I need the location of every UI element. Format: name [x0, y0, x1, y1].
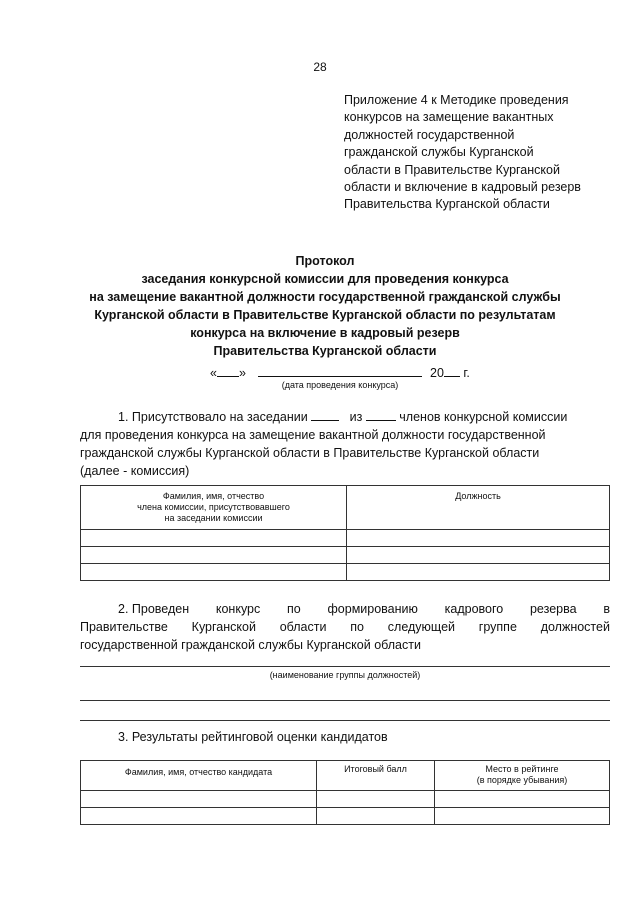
section-1-line: (далее - комиссия) — [80, 464, 190, 478]
section-3-heading: 3. Результаты рейтинговой оценки кандидатов — [118, 730, 388, 744]
table-cell[interactable] — [317, 791, 435, 808]
document-title — [40, 252, 610, 360]
table-row — [81, 530, 610, 547]
table-cell[interactable] — [347, 547, 610, 564]
table-header-cell: Итоговый балл — [317, 761, 435, 791]
title-line: Правительства Курганской области — [213, 344, 437, 358]
appendix-line: Приложение 4 к Методике проведения — [344, 93, 569, 107]
group-name-field[interactable] — [80, 666, 610, 667]
title-line: Курганской области в Правительстве Курганской области по результатам — [94, 308, 556, 322]
title-line: конкурса на включение в кадровый резерв — [190, 326, 460, 340]
appendix-line: Правительства Курганской области — [344, 197, 550, 212]
appendix-line: области и включение в кадровый резерв — [344, 180, 581, 195]
table-header-cell: Фамилия, имя, отчество члена комиссии, присутствовавшего на заседании комиссии — [81, 486, 347, 530]
section-1-text — [80, 408, 610, 480]
group-name-caption: (наименование группы должностей) — [269, 670, 421, 680]
section-2-text — [80, 600, 610, 654]
section-1-line: для проведения конкурса на замещение вакантной должности государственной — [80, 428, 546, 442]
date-close-quote: » — [238, 366, 246, 380]
table-cell[interactable] — [81, 564, 347, 581]
total-count-field[interactable] — [366, 408, 396, 421]
date-open-quote: « — [210, 366, 217, 380]
title-line: заседания конкурсной комиссии для проведения конкурса — [141, 272, 509, 286]
table-cell[interactable] — [81, 791, 317, 808]
table-row — [81, 547, 610, 564]
table-cell[interactable] — [81, 530, 347, 547]
appendix-line: гражданской службы Курганской — [344, 145, 534, 160]
candidate-rating-table — [80, 760, 610, 825]
date-year: 20 г. — [430, 366, 470, 380]
commission-members-table — [80, 485, 610, 581]
title-heading: Протокол — [295, 254, 355, 268]
appendix-line: должностей государственной — [344, 127, 515, 142]
table-header-cell: Место в рейтинге (в порядке убывания) — [435, 761, 610, 791]
table-cell[interactable] — [347, 530, 610, 547]
appendix-line: области в Правительстве Курганской — [344, 162, 560, 177]
table-header-row — [81, 761, 610, 791]
section-1-first-line: 1. Присутствовало на заседании из членов конкурсной комиссии — [118, 410, 568, 424]
table-cell[interactable] — [435, 808, 610, 825]
table-cell[interactable] — [81, 547, 347, 564]
title-line: на замещение вакантной должности государственной гражданской службы — [89, 290, 561, 304]
page-number: 28 — [313, 60, 327, 74]
table-row — [81, 564, 610, 581]
table-cell[interactable] — [81, 808, 317, 825]
table-row — [81, 791, 610, 808]
table-cell[interactable] — [435, 791, 610, 808]
table-cell[interactable] — [317, 808, 435, 825]
section-2-line-1: 2. Проведен конкурс по формированию кадрового резерва в — [118, 602, 610, 616]
section-2-line-3: государственной гражданской службы Курганской области — [80, 638, 421, 652]
date-month-field[interactable] — [258, 376, 422, 377]
date-caption: (дата проведения конкурса) — [281, 380, 399, 390]
present-count-field[interactable] — [311, 408, 339, 421]
section-2-line-2: Правительстве Курганской области по следующей группе должностей — [80, 620, 610, 634]
appendix-line: конкурсов на замещение вакантных — [344, 110, 554, 125]
date-day-field[interactable] — [210, 364, 246, 380]
group-name-field-line[interactable] — [80, 700, 610, 701]
table-header-cell: Должность — [347, 486, 610, 530]
table-cell[interactable] — [347, 564, 610, 581]
table-row — [81, 808, 610, 825]
section-1-line: гражданской службы Курганской области в Правительстве Курганской области — [80, 446, 540, 460]
appendix-note — [344, 92, 634, 214]
table-header-cell: Фамилия, имя, отчество кандидата — [81, 761, 317, 791]
group-name-field-line[interactable] — [80, 720, 610, 721]
table-header-row — [81, 486, 610, 530]
